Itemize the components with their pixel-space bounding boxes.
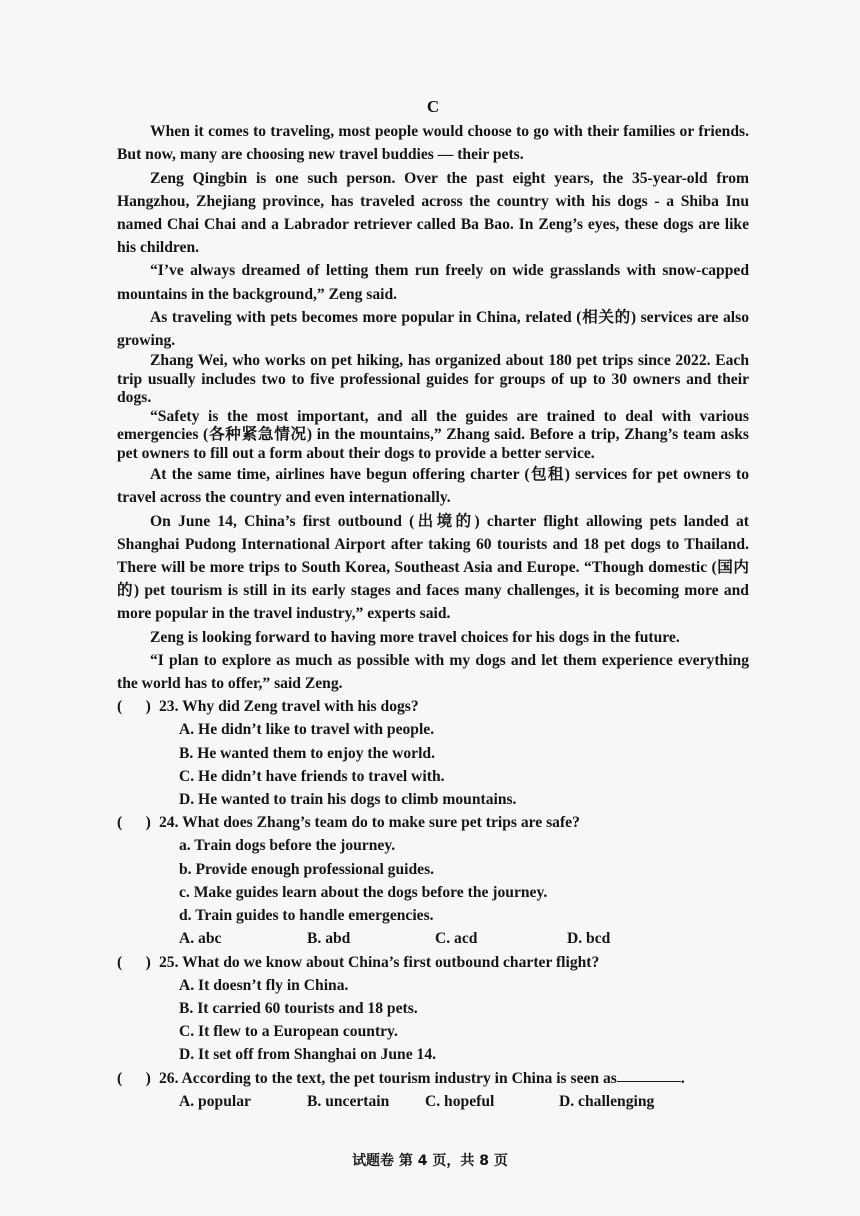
statement-a: a. Train dogs before the journey.	[179, 837, 396, 855]
options-row	[117, 927, 749, 950]
paragraph-7: At the same time, airlines have begun offering charter (包租) services for pet owners to travel across the country and even internationally.	[117, 466, 749, 507]
option-b: B. uncertain	[307, 1092, 390, 1110]
question-24	[117, 811, 749, 950]
option-b: B. abd	[307, 930, 351, 948]
option-c: C. hopeful	[425, 1092, 495, 1110]
statement-d: d. Train guides to handle emergencies.	[179, 907, 434, 925]
paragraph-1: When it comes to traveling, most people would choose to go with their families or friends. But now, many are choosing new travel buddies — their pets.	[117, 123, 749, 164]
period: .	[680, 1069, 685, 1087]
option-b: B. It carried 60 tourists and 18 pets.	[179, 999, 418, 1017]
page-footer: 试题卷 第 4 页，共 8 页	[352, 1153, 508, 1169]
paragraph-4: As traveling with pets becomes more popular in China, related (相关的) services are also growing.	[117, 308, 749, 350]
answer-blank[interactable]: ( )	[117, 814, 151, 832]
question-stem: 23. Why did Zeng travel with his dogs?	[159, 698, 419, 716]
option-d: D. bcd	[567, 930, 611, 948]
question-26	[117, 1067, 749, 1113]
option-b: B. He wanted them to enjoy the world.	[179, 744, 435, 762]
option-c: C. acd	[435, 930, 478, 948]
fill-blank-line[interactable]	[617, 1067, 681, 1082]
option-a: A. abc	[179, 930, 222, 948]
option-d: D. It set off from Shanghai on June 14.	[179, 1046, 437, 1064]
paragraph-2: Zeng Qingbin is one such person. Over the past eight years, the 35-year-old from Hangzhou, Zhejiang province, has traveled across the country with his dogs - a Shiba Inu named Chai Chai and a Labrador retriever called Ba Bao. In Zeng’s eyes, these dogs are like his children.	[117, 169, 749, 257]
question-stem: 26. According to the text, the pet tourism industry in China is seen as	[159, 1069, 617, 1087]
paragraph-6: “Safety is the most important, and all the guides are trained to deal with various emergencies (各种紧急情况) in the mountains,” Zhang said. Before a trip, Zhang’s team asks pet owners to fill out a form about their dogs to provide a better service.	[117, 407, 749, 462]
option-d: D. He wanted to train his dogs to climb mountains.	[179, 791, 517, 809]
answer-blank[interactable]: ( )	[117, 1069, 151, 1087]
question-stem: 24. What does Zhang’s team do to make sure pet trips are safe?	[159, 814, 580, 832]
option-c: C. It flew to a European country.	[179, 1023, 398, 1041]
paragraph-9: Zeng is looking forward to having more travel choices for his dogs in the future.	[150, 628, 680, 646]
option-a: A. He didn’t like to travel with people.	[179, 721, 435, 739]
option-c: C. He didn’t have friends to travel with.	[179, 767, 445, 785]
paragraph-5: Zhang Wei, who works on pet hiking, has organized about 180 pet trips since 2022. Each trip usually includes two to five professional guides for groups of up to 30 owners and their dogs.	[117, 352, 749, 407]
section-letter: C	[426, 97, 440, 116]
paragraph-3: “I’ve always dreamed of letting them run freely on wide grasslands with snow-capped mountains in the background,” Zeng said.	[117, 262, 749, 303]
answer-blank[interactable]: ( )	[117, 953, 151, 971]
question-25	[117, 951, 749, 1067]
exam-page	[117, 95, 749, 1113]
paragraph-8: On June 14, China’s first outbound (出境的) charter flight allowing pets landed at Shanghai Pudong International Airport after taking 60 tourists and 18 pet dogs to Thailand. There will be more trips to South Korea, Southeast Asia and Europe. “Though domestic (国内的) pet tourism is still in its early stages and faces many challenges, it is becoming more and more popular in the travel industry,” experts said.	[117, 512, 749, 623]
statement-b: b. Provide enough professional guides.	[179, 860, 435, 878]
statement-c: c. Make guides learn about the dogs before the journey.	[179, 883, 548, 901]
paragraph-10: “I plan to explore as much as possible with my dogs and let them experience everything the world has to offer,” said Zeng.	[117, 651, 749, 693]
option-a: A. It doesn’t fly in China.	[179, 976, 349, 994]
question-stem: 25. What do we know about China’s first outbound charter flight?	[159, 953, 600, 971]
answer-blank[interactable]: ( )	[117, 698, 151, 716]
question-23	[117, 695, 749, 811]
options-row	[117, 1090, 749, 1113]
option-d: D. challenging	[559, 1092, 655, 1110]
option-a: A. popular	[179, 1092, 251, 1110]
